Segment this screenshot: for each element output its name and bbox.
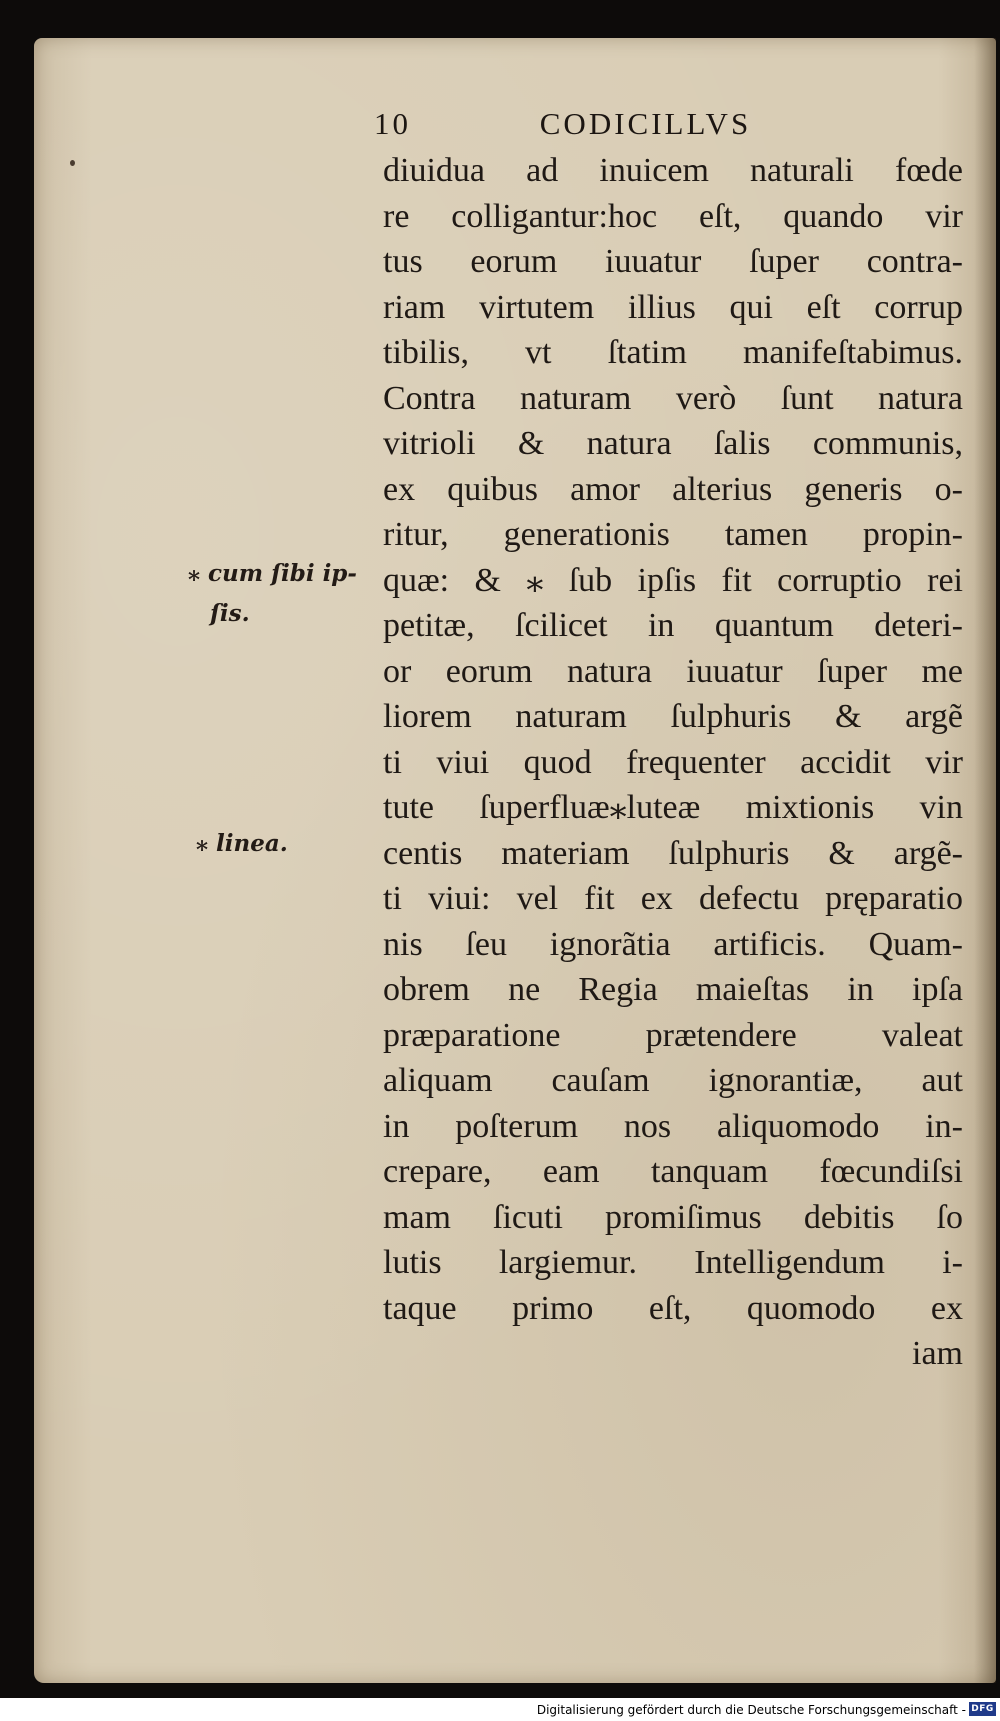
page-edge-shadow xyxy=(974,38,996,1683)
text-line: obrem ne Regia maieſtas in ipſa xyxy=(383,971,963,1008)
text-line: ex quibus amor alterius generis o- xyxy=(383,470,963,508)
text-line: crepare, eam tanquam fœcundiſsi xyxy=(383,1153,963,1190)
text-line: or eorum natura iuuatur ſuper me xyxy=(383,652,963,690)
text-line: liorem naturam ſulphuris & argẽ xyxy=(383,698,963,735)
marginal-note-2: ⁎ linea. xyxy=(196,830,288,857)
text-line: tute ſuperfluæ⁎luteæ mixtionis vin xyxy=(383,789,963,826)
digitization-footer xyxy=(0,1698,1000,1721)
text-line: tus eorum iuuatur ſuper contra- xyxy=(383,243,963,280)
text-line: ti viui quod frequenter accidit vir xyxy=(383,743,963,781)
text-line: tibilis, vt ſtatim manifeſtabimus. xyxy=(383,334,963,371)
text-line: taque primo eſt, quomodo ex xyxy=(383,1289,963,1327)
text-line: re colligantur:hoc eſt, quando vir xyxy=(383,197,963,235)
text-line: riam virtutem illius qui eſt corrup xyxy=(383,288,963,326)
text-line: quæ: & ⁎ ſub ipſis fit corruptio rei xyxy=(383,561,963,599)
text-line: præparatione prætendere valeat xyxy=(383,1016,963,1054)
marginal-note-1-continuation: ſis. xyxy=(210,600,250,627)
text-line: lutis largiemur. Intelligendum i- xyxy=(383,1244,963,1281)
text-line: vitrioli & natura ſalis communis, xyxy=(383,425,963,462)
dfg-logo: DFG xyxy=(969,1702,996,1716)
ink-spot xyxy=(70,160,75,166)
running-title: CODICILLVS xyxy=(539,106,752,141)
text-line: centis materiam ſulphuris & argẽ- xyxy=(383,834,963,872)
text-line: petitæ, ſcilicet in quantum deteri- xyxy=(383,607,963,644)
text-line: ritur, generationis tamen propin- xyxy=(383,516,963,553)
marginal-note-1: ⁎ cum ſibi ip- xyxy=(188,560,357,587)
text-line: ti viui: vel fit ex defectu pręparatio xyxy=(383,880,963,917)
running-head xyxy=(374,106,751,142)
text-line: nis ſeu ignorãtia artificis. Quam- xyxy=(383,925,963,963)
text-line: mam ſicuti promiſimus debitis ſo xyxy=(383,1198,963,1236)
text-line: diuidua ad inuicem naturali fœde xyxy=(383,152,963,189)
page-number: 10 xyxy=(374,106,411,141)
funding-credit: Digitalisierung gefördert durch die Deutsche Forschungsgemeinschaft - xyxy=(536,1703,966,1717)
text-line: iam xyxy=(912,1335,963,1372)
text-line: Contra naturam verò ſunt natura xyxy=(383,379,963,417)
text-line: in poſterum nos aliquomodo in- xyxy=(383,1107,963,1145)
body-text xyxy=(383,148,963,1377)
text-line: aliquam cauſam ignorantiæ, aut xyxy=(383,1062,963,1099)
